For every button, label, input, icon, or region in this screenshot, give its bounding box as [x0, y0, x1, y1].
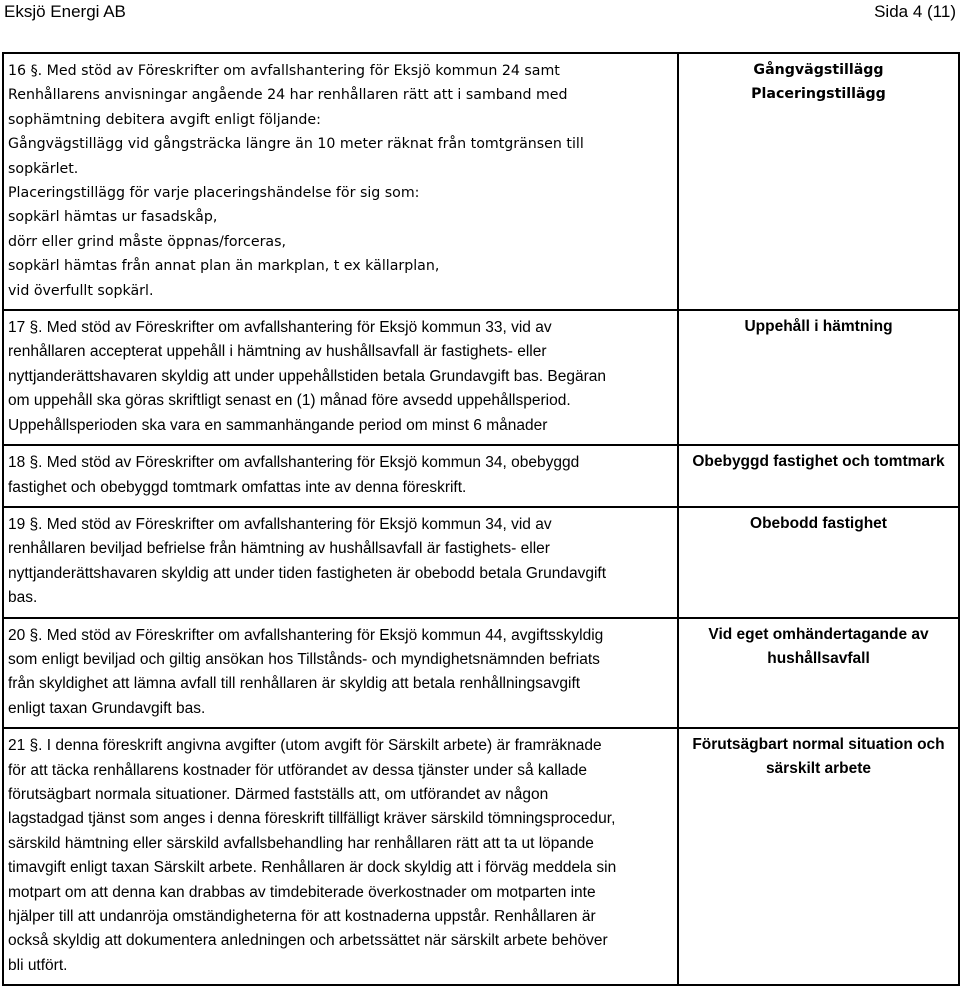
section-heading [679, 729, 958, 787]
heading-line: Vid eget omhändertagande av [708, 625, 929, 643]
paragraph-line: sopkärl hämtas ur fasadskåp, [8, 209, 218, 226]
heading-line: Obebyggd fastighet och tomtmark [692, 453, 945, 471]
section-paragraph [4, 311, 677, 444]
section-text-cell [3, 728, 678, 985]
paragraph-line: om uppehåll ska göras skriftligt senast en (1) månad före avsedd uppehållsperiod. [8, 392, 571, 410]
section-row [3, 618, 959, 729]
section-row [3, 53, 959, 310]
heading-line: Placeringstillägg [751, 86, 886, 102]
paragraph-line: dörr eller grind måste öppnas/forceras, [8, 233, 286, 250]
section-heading-cell [678, 728, 959, 985]
paragraph-line: renhållaren beviljad befrielse från hämtning av hushållsavfall är fastighets- eller [8, 540, 550, 558]
section-heading-cell [678, 310, 959, 445]
paragraph-line: från skyldighet att lämna avfall till renhållaren är skyldig att betala renhållningsavgift [8, 675, 581, 693]
paragraph-line: förutsägbart normala situationer. Därmed fastställs att, om utförandet av någon [8, 785, 549, 803]
section-row [3, 507, 959, 618]
company-name: Eksjö Energi AB [4, 2, 126, 21]
paragraph-line: 21 §. I denna föreskrift angivna avgifter (utom avgift för Särskilt arbete) är framräknade [8, 737, 602, 755]
paragraph-line: sopkärl hämtas från annat plan än markplan, t ex källarplan, [8, 258, 440, 275]
section-row [3, 728, 959, 985]
paragraph-line: Uppehållsperioden ska vara en sammanhängande period om minst 6 månader [8, 416, 548, 434]
paragraph-line: enligt taxan Grundavgift bas. [8, 699, 206, 717]
section-paragraph [4, 619, 677, 728]
section-heading [679, 446, 958, 480]
paragraph-line: för att täcka renhållarens kostnader för utförandet av dessa tjänster under så kallade [8, 761, 588, 779]
paragraph-line: bli utfört. [8, 956, 68, 974]
section-text-cell [3, 507, 678, 618]
page-header [0, 0, 960, 28]
heading-line: hushållsavfall [767, 649, 870, 667]
paragraph-line: Renhållarens anvisningar angående 24 har renhållaren rätt att i samband med [8, 87, 568, 104]
paragraph-line: 17 §. Med stöd av Föreskrifter om avfallshantering för Eksjö kommun 33, vid av [8, 319, 552, 337]
paragraph-line: 20 §. Med stöd av Föreskrifter om avfallshantering för Eksjö kommun 44, avgiftsskyldig [8, 626, 604, 644]
paragraph-line: lagstadgad tjänst som anges i denna föreskrift tillfälligt kräver särskild tömningsprocedur, [8, 810, 616, 828]
paragraph-line: bas. [8, 589, 38, 607]
paragraph-line: hjälper till att undanröja omständigheterna för att kostnaderna uppstår. Renhållaren är [8, 908, 596, 925]
section-text-cell [3, 445, 678, 507]
paragraph-line: timavgift enligt taxan Särskilt arbete. Renhållaren är dock skyldig att i förväg meddela sin [8, 859, 617, 877]
paragraph-line: 18 §. Med stöd av Föreskrifter om avfallshantering för Eksjö kommun 34, obebyggd [8, 454, 580, 472]
paragraph-line: sophämtning debitera avgift enligt följande: [8, 111, 321, 128]
paragraph-line: 16 §. Med stöd av Föreskrifter om avfallshantering för Eksjö kommun 24 samt [8, 63, 560, 79]
section-heading [679, 54, 958, 112]
heading-line: Gångvägstillägg [753, 62, 884, 78]
section-heading-cell [678, 618, 959, 729]
section-paragraph [4, 54, 677, 309]
section-text-cell [3, 53, 678, 310]
section-heading [679, 508, 958, 542]
paragraph-line: 19 §. Med stöd av Föreskrifter om avfallshantering för Eksjö kommun 34, vid av [8, 515, 552, 533]
section-heading-cell [678, 53, 959, 310]
heading-line: Uppehåll i hämtning [744, 318, 893, 336]
paragraph-line: som enligt beviljad och giltig ansökan hos Tillstånds- och myndighetsnämnden befriats [8, 650, 600, 668]
regulations-table-body [3, 53, 959, 985]
paragraph-line: motpart om att denna kan drabbas av timdebiterade överkostnader om motparten inte [8, 883, 596, 901]
heading-line: Förutsägbart normal situation och [692, 736, 945, 754]
page-number: Sida 4 (11) [874, 2, 956, 21]
section-heading-cell [678, 507, 959, 618]
paragraph-line: Placeringstillägg för varje placeringshändelse för sig som: [8, 185, 420, 202]
paragraph-line: renhållaren accepterat uppehåll i hämtning av hushållsavfall är fastighets- eller [8, 343, 547, 361]
paragraph-line: vid överfullt sopkärl. [8, 282, 154, 299]
paragraph-line: nyttjanderättshavaren skyldig att under tiden fastigheten är obebodd betala Grundavgift [8, 564, 607, 582]
paragraph-line: Gångvägstillägg vid gångsträcka längre än 10 meter räknat från tomtgränsen till [8, 136, 584, 153]
section-heading [679, 311, 958, 345]
section-paragraph [4, 729, 677, 984]
paragraph-line: sopkärlet. [8, 160, 79, 177]
section-heading-cell [678, 445, 959, 507]
paragraph-line: fastighet och obebyggd tomtmark omfattas inte av denna föreskrift. [8, 478, 467, 496]
paragraph-line: särskild hämtning eller särskild avfallsbehandling har renhållaren rätt att ta ut löpande [8, 834, 594, 852]
heading-line: särskilt arbete [765, 760, 872, 778]
paragraph-line: nyttjanderättshavaren skyldig att under uppehållstiden betala Grundavgift bas. Begäran [8, 367, 606, 385]
heading-line: Obebodd fastighet [750, 514, 887, 532]
section-paragraph [4, 508, 677, 617]
regulations-table [2, 52, 960, 986]
section-paragraph [4, 446, 677, 506]
section-row [3, 310, 959, 445]
section-text-cell [3, 310, 678, 445]
paragraph-line: också skyldig att dokumentera anledningen och arbetssättet när särskilt arbete behöver [8, 932, 608, 950]
section-text-cell [3, 618, 678, 729]
section-row [3, 445, 959, 507]
section-heading [679, 619, 958, 677]
